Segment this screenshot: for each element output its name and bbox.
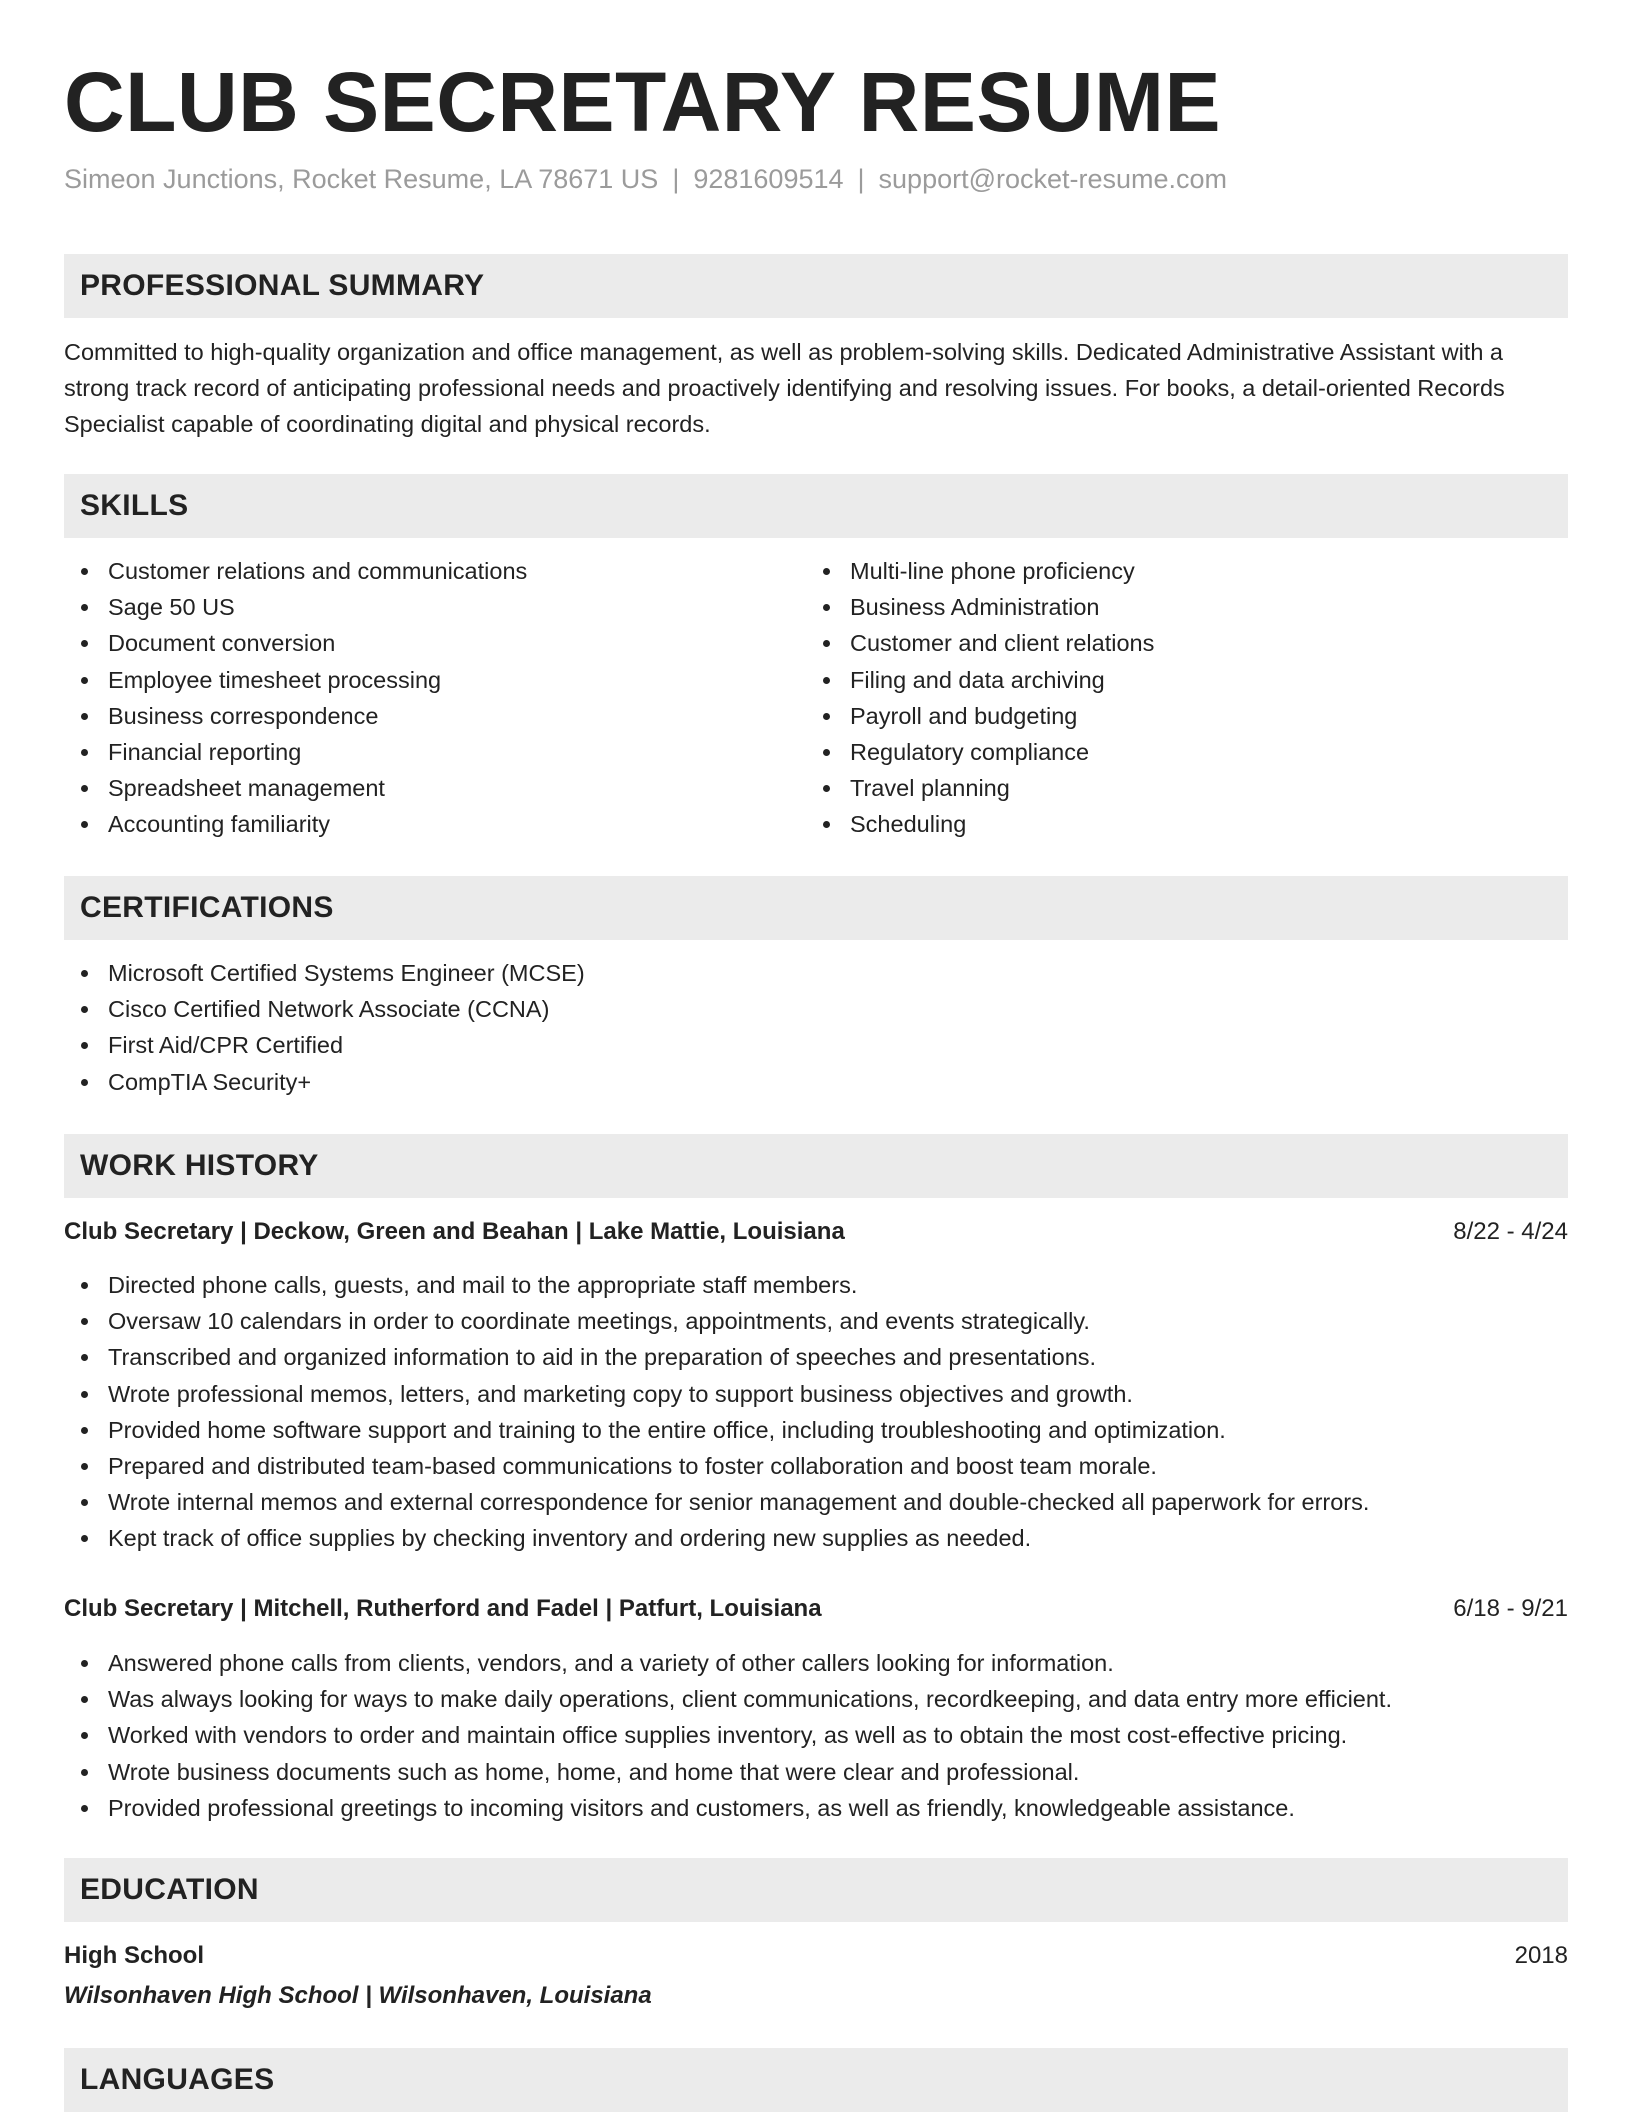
section-heading-skills: SKILLS [64,474,1568,538]
education-degree: High School [64,1942,204,1969]
certifications-list [64,955,1568,1100]
skill-item: Financial reporting [64,734,804,770]
job-title: Club Secretary | Mitchell, Rutherford and Fadel | Patfurt, Louisiana [64,1595,822,1622]
skill-item: Customer relations and communications [64,553,804,589]
education-header [64,1940,1568,1972]
section-heading-certifications: CERTIFICATIONS [64,876,1568,940]
job-duty-item: Oversaw 10 calendars in order to coordinate meetings, appointments, and events strategically. [64,1303,1568,1339]
skill-item: Business Administration [806,589,1566,625]
skill-item: Accounting familiarity [64,806,804,842]
skills-list-right [806,553,1566,843]
contact-phone: 9281609514 [693,164,844,194]
job-dates: 8/22 - 4/24 [1453,1218,1568,1245]
skills-list-left [64,553,804,843]
job-duty-item: Wrote professional memos, letters, and marketing copy to support business objectives and growth. [64,1376,1568,1412]
contact-email: support@rocket-resume.com [878,164,1228,194]
certification-item: Cisco Certified Network Associate (CCNA) [64,991,1568,1027]
skill-item: Sage 50 US [64,589,804,625]
section-heading-summary: PROFESSIONAL SUMMARY [64,254,1568,318]
certification-item: First Aid/CPR Certified [64,1027,1568,1063]
job-header [64,1216,1568,1248]
job-duty-item: Prepared and distributed team-based communications to foster collaboration and boost team morale. [64,1448,1568,1484]
skill-item: Payroll and budgeting [806,698,1566,734]
section-heading-work-history: WORK HISTORY [64,1134,1568,1198]
job-duty-item: Provided home software support and training to the entire office, including troubleshooting and optimization. [64,1412,1568,1448]
skill-item: Document conversion [64,625,804,661]
resume-title: CLUB SECRETARY RESUME [64,55,1222,149]
summary-text: Committed to high-quality organization and office management, as well as problem-solving skills. Dedicated Administrative Assistant with a strong track record of anticipating professional needs and proactively identifying and resolving issues. For books, a detail-oriented Records Specialist capable of coordinating digital and physical records. [64,339,1505,437]
job-title: Club Secretary | Deckow, Green and Beahan | Lake Mattie, Louisiana [64,1218,845,1245]
skill-item: Scheduling [806,806,1566,842]
section-heading-education: EDUCATION [64,1858,1568,1922]
job-duty-item: Worked with vendors to order and maintain office supplies inventory, as well as to obtain the most cost-effective pricing. [64,1717,1568,1753]
job-duty-item: Directed phone calls, guests, and mail to the appropriate staff members. [64,1267,1568,1303]
skill-item: Spreadsheet management [64,770,804,806]
job-duties-list [64,1645,1568,1826]
skill-item: Travel planning [806,770,1566,806]
skill-item: Customer and client relations [806,625,1566,661]
job-duty-item: Kept track of office supplies by checking inventory and ordering new supplies as needed. [64,1520,1568,1556]
education-year: 2018 [1514,1942,1568,1969]
skill-item: Employee timesheet processing [64,662,804,698]
contact-line [64,164,1227,195]
skill-item: Business correspondence [64,698,804,734]
job-duty-item: Wrote internal memos and external correspondence for senior management and double-checked all paperwork for errors. [64,1484,1568,1520]
job-duty-item: Was always looking for ways to make daily operations, client communications, recordkeeping, and data entry more efficient. [64,1681,1568,1717]
contact-separator: | [672,164,680,194]
skill-item: Multi-line phone proficiency [806,553,1566,589]
job-duty-item: Transcribed and organized information to aid in the preparation of speeches and presentations. [64,1339,1568,1375]
contact-address: Simeon Junctions, Rocket Resume, LA 78671 US [64,164,659,194]
certification-item: Microsoft Certified Systems Engineer (MCSE) [64,955,1568,991]
job-duty-item: Answered phone calls from clients, vendors, and a variety of other callers looking for information. [64,1645,1568,1681]
skill-item: Regulatory compliance [806,734,1566,770]
education-school: Wilsonhaven High School | Wilsonhaven, Louisiana [64,1982,652,2009]
job-header [64,1593,1568,1625]
contact-separator: | [857,164,865,194]
certification-item: CompTIA Security+ [64,1064,1568,1100]
skill-item: Filing and data archiving [806,662,1566,698]
job-dates: 6/18 - 9/21 [1453,1595,1568,1622]
job-duty-item: Wrote business documents such as home, home, and home that were clear and professional. [64,1754,1568,1790]
job-duty-item: Provided professional greetings to incoming visitors and customers, as well as friendly, knowledgeable assistance. [64,1790,1568,1826]
job-duties-list [64,1267,1568,1557]
section-heading-languages: LANGUAGES [64,2048,1568,2112]
